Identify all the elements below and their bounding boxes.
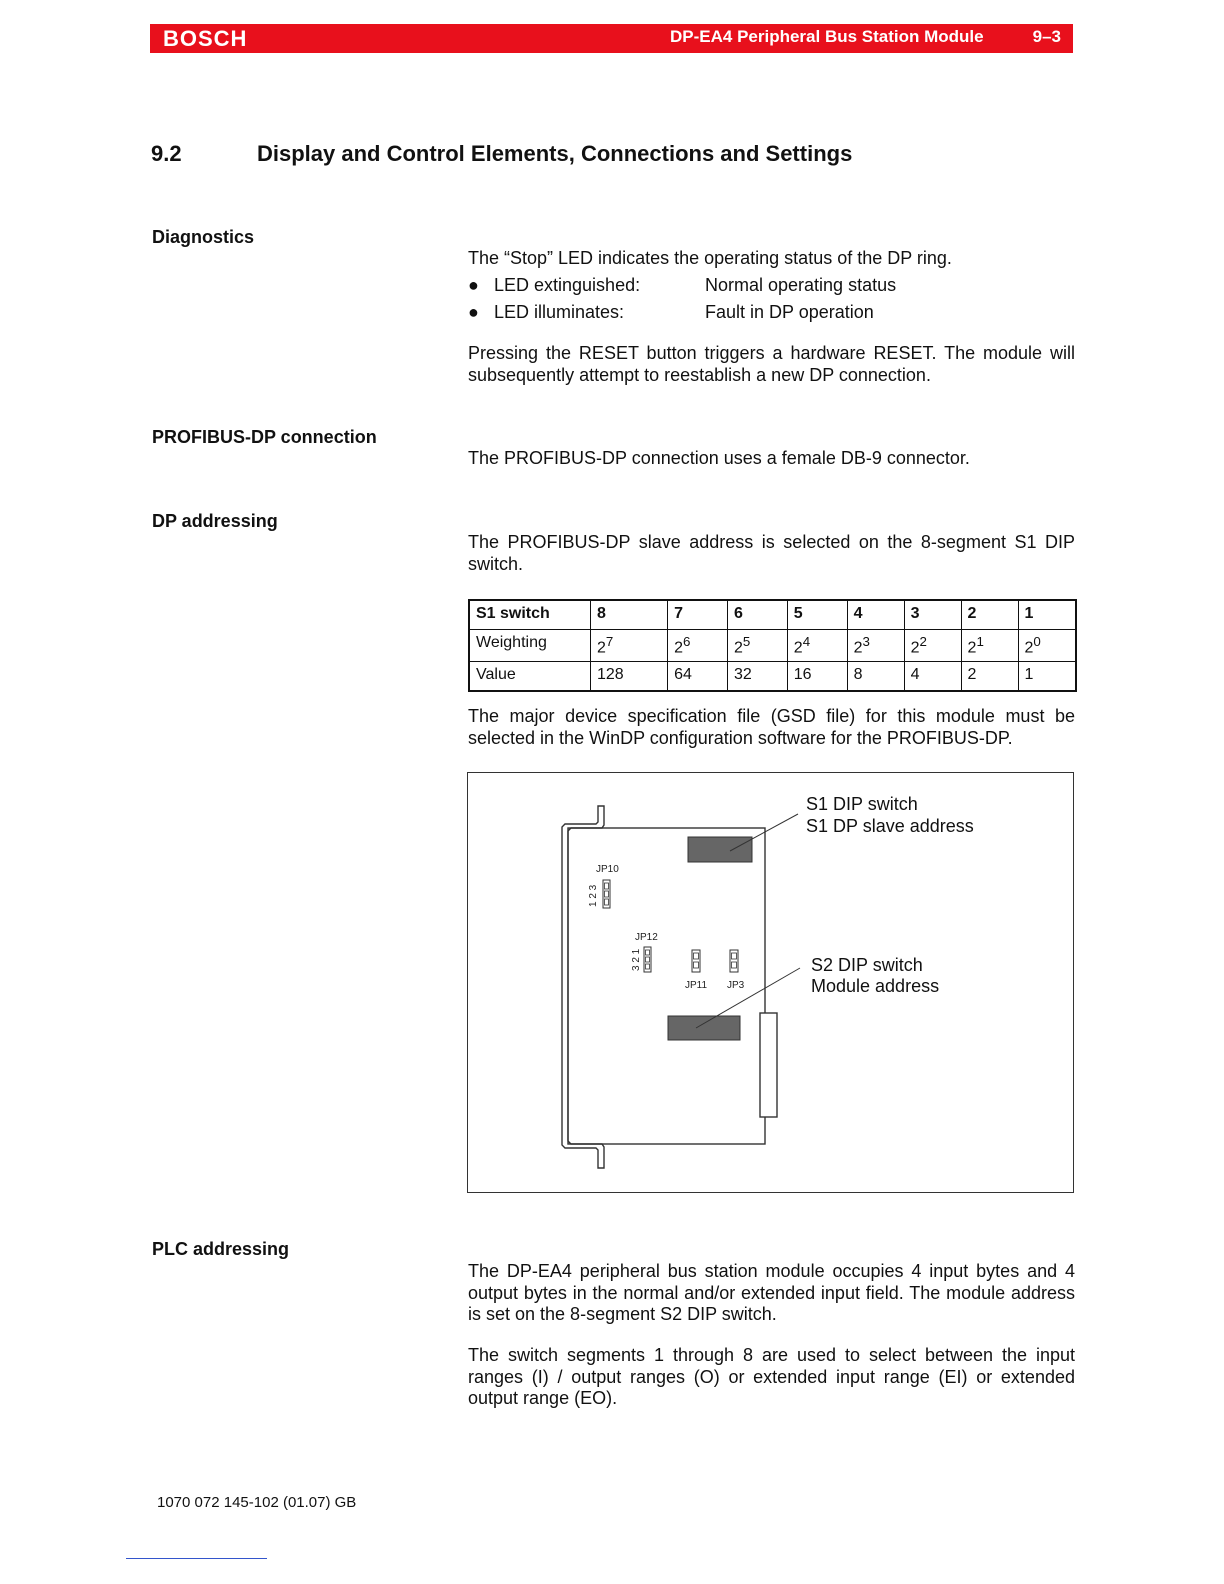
header-title: DP-EA4 Peripheral Bus Station Module: [670, 27, 984, 46]
jp10-label: JP10: [596, 864, 619, 875]
table-cell: $2^0$: [1018, 630, 1076, 662]
dp-addressing-heading: DP addressing: [152, 511, 278, 531]
s1-leader-line: [730, 814, 798, 851]
jp3-label: JP3: [727, 980, 745, 991]
table-cell: 4: [847, 600, 904, 630]
page-number: 9–3: [1032, 27, 1061, 46]
section-number: 9.2: [151, 141, 182, 166]
table-cell: 3: [904, 600, 961, 630]
table-cell: 6: [727, 600, 787, 630]
dp-addressing-paragraph: The PROFIBUS-DP slave address is selected on the 8-segment S1 DIP switch.: [468, 532, 1075, 574]
table-header-row: [469, 600, 1076, 630]
bullet-value: Fault in DP operation: [705, 302, 874, 322]
document-number: 1070 072 145-102 (01.07) GB: [157, 1494, 357, 1511]
table-cell: 8: [591, 600, 668, 630]
section-title: Display and Control Elements, Connections and Settings: [257, 141, 853, 166]
table-cell: S1 switch: [469, 600, 591, 630]
jp12-label: JP12: [635, 932, 658, 943]
bullet-label: LED illuminates:: [494, 302, 625, 322]
bus-connector: [760, 1013, 777, 1117]
table-cell: 8: [847, 662, 904, 692]
page-header: [150, 24, 1073, 53]
s2-callout-line1: S2 DIP switch: [811, 955, 923, 975]
table-cell: 1: [1018, 600, 1076, 630]
s2-dip-switch: [668, 1016, 740, 1040]
table-cell: 2: [961, 662, 1018, 692]
jp11-jumper: [692, 950, 700, 972]
table-cell: $2^1$: [961, 630, 1018, 662]
table-cell: $2^3$: [847, 630, 904, 662]
table-cell: 4: [904, 662, 961, 692]
module-figure: [467, 772, 1074, 1193]
jp12-jumper: [644, 947, 651, 972]
s1-switch-table: [468, 599, 1077, 692]
plc-paragraph-2: The switch segments 1 through 8 are used to select between the input ranges (I) / output ranges (O) or extended input range (EI) or extended output range (EO).: [468, 1345, 1075, 1408]
s1-callout-line1: S1 DIP switch: [806, 794, 918, 814]
bullet-icon: ●: [468, 275, 479, 295]
table-row: [469, 630, 1076, 662]
jp12-pin-numbers: 3 2 1: [631, 948, 642, 971]
table-cell: 5: [787, 600, 847, 630]
s1-dip-switch: [688, 837, 752, 862]
s2-callout-line2: Module address: [811, 976, 940, 996]
gsd-paragraph: The major device specification file (GSD file) for this module must be selected in the WinDP configuration software for the PROFIBUS-DP.: [468, 706, 1075, 748]
table-cell: $2^2$: [904, 630, 961, 662]
jp10-jumper: [603, 880, 610, 908]
table-cell: Weighting: [469, 630, 591, 662]
table-cell: $2^4$: [787, 630, 847, 662]
brand-logo: BOSCH: [163, 26, 248, 51]
bullet-label: LED extinguished:: [494, 275, 641, 295]
bullet-value: Normal operating status: [705, 275, 897, 295]
table-cell: 7: [668, 600, 728, 630]
jp10-pin-numbers: 1 2 3: [588, 884, 599, 907]
table-cell: 16: [787, 662, 847, 692]
footer-line: [126, 1558, 267, 1559]
table-cell: Value: [469, 662, 591, 692]
table-cell: 64: [668, 662, 728, 692]
jp3-jumper: [730, 950, 738, 972]
table-cell: $2^7$: [591, 630, 668, 662]
table-cell: 128: [591, 662, 668, 692]
table-cell: $2^5$: [727, 630, 787, 662]
table-row: [469, 662, 1076, 692]
s1-callout-line2: S1 DP slave address: [806, 816, 974, 836]
profibus-heading: PROFIBUS-DP connection: [152, 427, 377, 447]
table-cell: 32: [727, 662, 787, 692]
plc-paragraph-1: The DP-EA4 peripheral bus station module occupies 4 input bytes and 4 output bytes in the normal and/or extended input field. The module address is set on the 8-segment S2 DIP switch.: [468, 1261, 1075, 1324]
module-diagram: [468, 773, 1073, 1192]
plc-addressing-heading: PLC addressing: [152, 1239, 290, 1259]
jp11-label: JP11: [685, 980, 708, 991]
diagnostics-intro: The “Stop” LED indicates the operating status of the DP ring.: [468, 248, 952, 268]
diagnostics-heading: Diagnostics: [152, 227, 255, 247]
reset-paragraph: Pressing the RESET button triggers a hardware RESET. The module will subsequently attempt to reestablish a new DP connection.: [468, 343, 1075, 385]
table-cell: $2^6$: [668, 630, 728, 662]
profibus-paragraph: The PROFIBUS-DP connection uses a female DB-9 connector.: [468, 448, 970, 468]
s2-leader-line: [696, 968, 800, 1028]
bullet-icon: ●: [468, 302, 479, 322]
table-cell: 2: [961, 600, 1018, 630]
table-cell: 1: [1018, 662, 1076, 692]
